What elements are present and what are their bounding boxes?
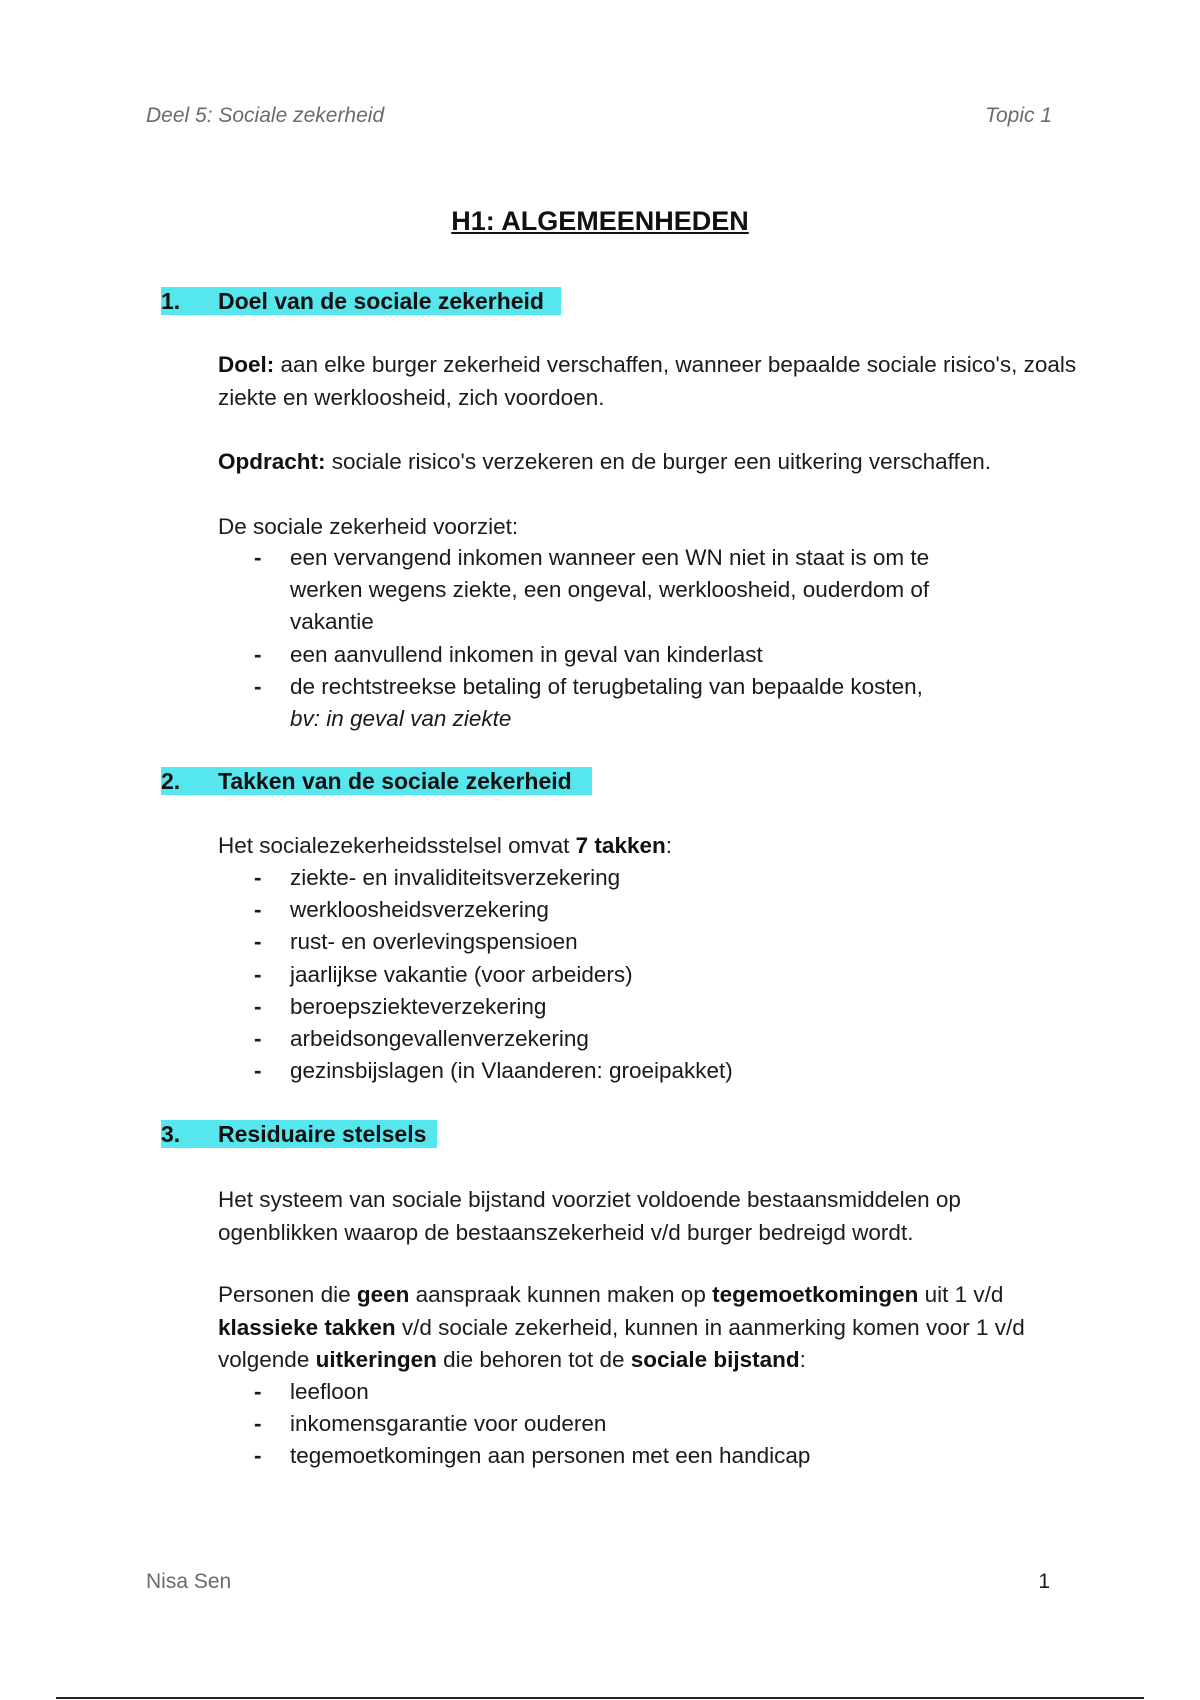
list-dash: - [254,1026,262,1052]
list-item: - gezinsbijslagen (in Vlaanderen: groeipakket) [218,1055,1078,1087]
list-item: - ziekte- en invaliditeitsverzekering [218,862,1078,894]
list-dash: - [254,545,262,570]
section-3-list [218,1376,1078,1473]
header-left: Deel 5: Sociale zekerheid [146,104,385,127]
section-1-intro: De sociale zekerheid voorziet: [218,514,519,539]
section-3-heading [161,1120,437,1148]
section-1-title: Doel van de sociale zekerheid [218,288,544,314]
list-dash: - [254,1379,262,1404]
list-item: - jaarlijkse vakantie (voor arbeiders) [218,959,1078,991]
list-dash: - [254,961,262,987]
doel-paragraph [218,349,1078,414]
section-2-intro: Het socialezekerheidsstelsel omvat 7 takken: [218,833,672,858]
section-1-heading [161,287,561,315]
list-item: - werkloosheidsverzekering [218,894,1078,926]
list-dash: - [254,641,262,667]
section-1-list [218,542,998,735]
list-item: - beroepsziekteverzekering [218,991,1078,1023]
section-2-heading [161,767,592,795]
doel-text: aan elke burger zekerheid verschaffen, wanneer bepaalde sociale risico's, zoals ziekte en werkloosheid, zich voordoen. [218,352,1077,410]
list-item: - een vervangend inkomen wanneer een WN niet in staat is om te werken wegens ziekte, een ongeval, werkloosheid, ouderdom of vakantie [218,542,998,639]
list-dash: - [254,1058,262,1084]
section-2-title: Takken van de sociale zekerheid [218,768,572,794]
section-2-list [218,862,1078,1087]
list-item: - tegemoetkomingen aan personen met een handicap [218,1440,1078,1472]
opdracht-label: Opdracht: [218,449,326,474]
header-right: Topic 1 [985,104,1052,127]
list-dash: - [254,993,262,1019]
bottom-divider [56,1697,1144,1699]
section-3-paragraph-2: Personen die geen aanspraak kunnen maken op tegemoetkomingen uit 1 v/d klassieke takken v/d sociale zekerheid, kunnen in aanmerking komen voor 1 v/d volgende uitkeringen die behoren tot de sociale bijstand: [218,1282,1025,1372]
doel-label: Doel: [218,352,275,377]
list-dash: - [254,1443,262,1469]
example-text: bv: in geval van ziekte [290,706,512,732]
list-item: - een aanvullend inkomen in geval van kinderlast [218,639,998,671]
list-item: - rust- en overlevingspensioen [218,926,1078,958]
opdracht-paragraph [218,446,1078,479]
section-1-number: 1. [161,288,181,314]
page-title: H1: ALGEMEENHEDEN [451,206,749,236]
list-dash: - [254,673,262,699]
section-3-title: Residuaire stelsels [218,1121,427,1147]
list-dash: - [254,1411,262,1437]
list-item: - arbeidsongevallenverzekering [218,1023,1078,1055]
list-item: - inkomensgarantie voor ouderen [218,1408,1078,1440]
list-item: - de rechtstreekse betaling of terugbetaling van bepaalde kosten, bv: in geval van ziekte [218,671,998,735]
list-item: - leefloon [218,1376,1078,1408]
list-dash: - [254,865,262,890]
footer-author: Nisa Sen [146,1570,232,1593]
opdracht-text: sociale risico's verzekeren en de burger een uitkering verschaffen. [325,449,992,474]
list-dash: - [254,929,262,955]
section-3-number: 3. [161,1121,181,1147]
list-dash: - [254,897,262,923]
section-3-paragraph-1: Het systeem van sociale bijstand voorziet voldoende bestaansmiddelen op ogenblikken waarop de bestaanszekerheid v/d burger bedreigd wordt. [218,1187,961,1245]
section-2-number: 2. [161,768,181,794]
page-number: 1 [1038,1570,1050,1593]
